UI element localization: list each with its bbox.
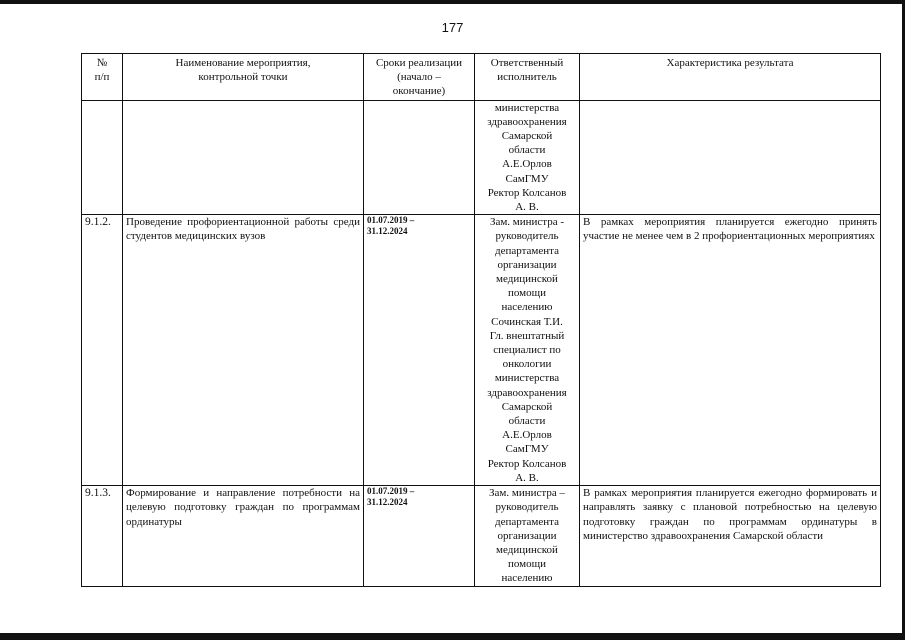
responsible-line: Самарской (501, 400, 553, 413)
responsible-line: помощи (508, 558, 546, 571)
row-activity-name: Проведение профориентационной работы среди студентов медицинских вузов (123, 215, 364, 486)
header-line: Сроки реализации (375, 57, 463, 69)
table-header-row (82, 54, 881, 101)
responsible-line: здравоохранения (487, 115, 567, 128)
header-num (82, 54, 123, 101)
responsible-line: организации (497, 529, 557, 542)
responsible-line: А.Е.Орлов (502, 429, 552, 442)
header-line: Характеристика результата (666, 57, 794, 69)
date-line: 31.12.2024 (367, 497, 408, 508)
row-result: В рамках мероприятия планируется ежегодно принять участие не менее чем в 2 профориентационных мероприятиях (580, 215, 881, 486)
row-result (580, 100, 881, 215)
responsible-line: руководитель (495, 230, 559, 243)
header-dates (364, 54, 475, 101)
row-responsible (475, 486, 580, 586)
responsible-line: министерства (494, 101, 560, 114)
responsible-line: А.Е.Орлов (502, 158, 552, 171)
responsible-line: организации (497, 258, 557, 271)
scan-border-bottom (0, 633, 905, 640)
table-body (82, 100, 881, 586)
responsible-line: Зам. министра – (489, 487, 565, 500)
row-dates (364, 486, 475, 586)
header-line: исполнитель (497, 71, 557, 84)
row-dates (364, 215, 475, 486)
responsible-line: области (508, 144, 546, 157)
responsible-line: Сочинская Т.И. (491, 315, 563, 328)
scan-border-top (0, 0, 905, 4)
responsible-line: Ректор Колсанов (487, 186, 567, 199)
date-line: 01.07.2019 – (367, 486, 415, 497)
header-result (580, 54, 881, 101)
row-activity-name: Формирование и направление потребности на целевую подготовку граждан по программам ординатуры (123, 486, 364, 586)
responsible-line: СамГМУ (505, 443, 549, 456)
responsible-line: медицинской (496, 543, 558, 556)
header-line: Ответственный (490, 57, 564, 69)
header-line: контрольной точки (198, 71, 288, 84)
responsible-line: Ректор Колсанов (487, 457, 567, 470)
responsible-line: департамента (495, 515, 559, 528)
activities-table (81, 53, 881, 587)
header-line: Наименование мероприятия, (175, 57, 311, 69)
header-line: (начало – (397, 71, 441, 84)
responsible-line: области (508, 415, 546, 428)
responsible-line: А. В. (515, 201, 539, 214)
responsible-line: Гл. внештатный (489, 329, 565, 342)
responsible-line: Зам. министра - (489, 216, 565, 229)
row-result: В рамках мероприятия планируется ежегодно формировать и направлять заявку с плановой потребностью на целевую подготовку граждан по программам ординатуры в министерство здравоохранения Самарской области (580, 486, 881, 586)
row-dates (364, 100, 475, 215)
table-row (82, 100, 881, 215)
page-number: 177 (441, 20, 464, 35)
header-line: окончание) (392, 85, 446, 98)
responsible-line: А. В. (515, 471, 539, 484)
row-number: 9.1.2. (82, 215, 123, 486)
table-row (82, 486, 881, 586)
table-row (82, 215, 881, 486)
row-responsible (475, 100, 580, 215)
date-line: 31.12.2024 (367, 226, 408, 237)
header-line: № (96, 57, 108, 69)
header-responsible (475, 54, 580, 101)
responsible-line: специалист по (493, 344, 561, 357)
responsible-line: онкологии (502, 358, 552, 371)
responsible-line: населению (501, 572, 553, 585)
row-activity-name (123, 100, 364, 215)
date-line: 01.07.2019 – (367, 215, 415, 226)
row-responsible (475, 215, 580, 486)
responsible-line: СамГМУ (505, 172, 549, 185)
responsible-line: медицинской (496, 273, 558, 286)
responsible-line: министерства (494, 372, 560, 385)
header-name (123, 54, 364, 101)
responsible-line: департамента (495, 244, 559, 257)
responsible-line: населению (501, 301, 553, 314)
row-number (82, 100, 123, 215)
responsible-line: Самарской (501, 130, 553, 143)
row-number: 9.1.3. (82, 486, 123, 586)
responsible-line: здравоохранения (487, 386, 567, 399)
header-line: п/п (94, 71, 110, 84)
responsible-line: помощи (508, 287, 546, 300)
responsible-line: руководитель (495, 501, 559, 514)
